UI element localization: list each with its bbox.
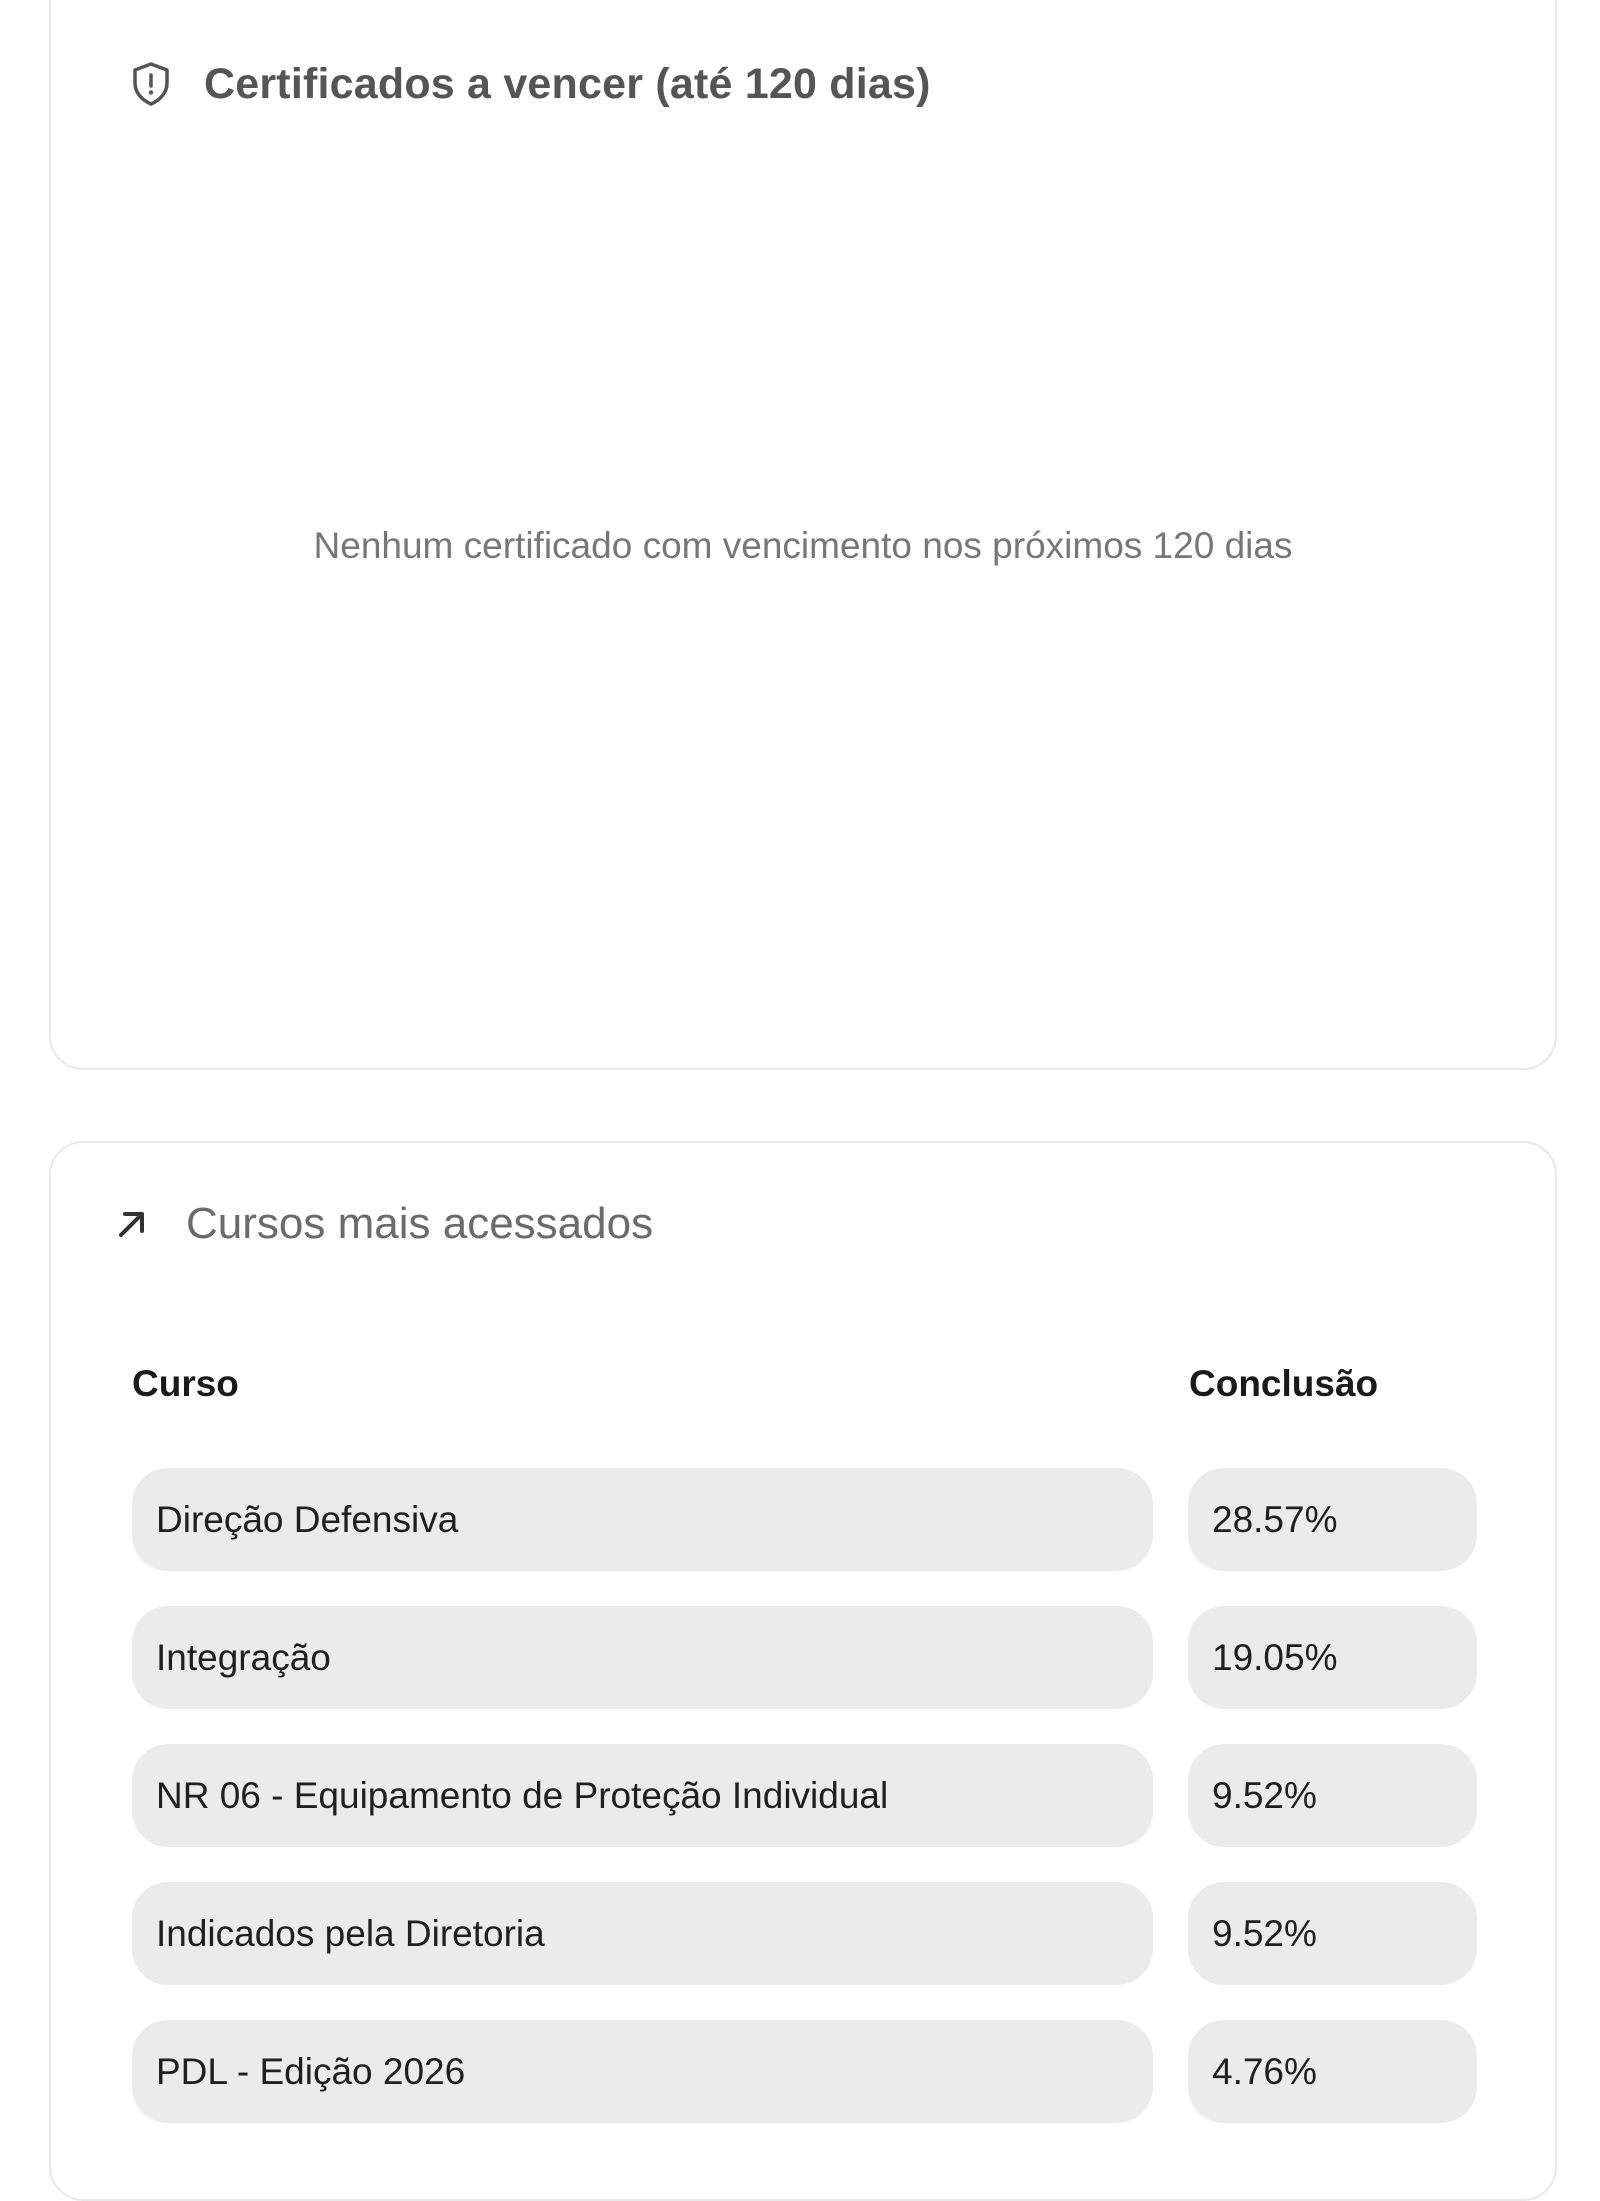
table-row xyxy=(132,2020,1477,2123)
courses-card-title: Cursos mais acessados xyxy=(186,1199,654,1248)
column-header-completion: Conclusão xyxy=(1189,1363,1379,1404)
certificates-card-title: Certificados a vencer (até 120 dias) xyxy=(204,59,931,108)
courses-card xyxy=(49,1141,1557,2201)
course-name-cell: NR 06 - Equipamento de Proteção Individual xyxy=(132,1744,1153,1847)
completion-cell: 9.52% xyxy=(1188,1882,1477,1985)
table-row xyxy=(132,1606,1477,1709)
completion-cell: 19.05% xyxy=(1188,1606,1477,1709)
courses-table xyxy=(132,1357,1477,2092)
courses-card-header xyxy=(112,1199,653,1249)
arrow-up-right-icon xyxy=(112,1204,152,1244)
course-name-cell: Indicados pela Diretoria xyxy=(132,1882,1153,1985)
course-name-cell: Integração xyxy=(132,1606,1153,1709)
certificates-empty-message: Nenhum certificado com vencimento nos próximos 120 dias xyxy=(313,525,1293,566)
certificates-card-header xyxy=(126,59,931,109)
table-header xyxy=(132,1357,1477,1437)
course-name-cell: PDL - Edição 2026 xyxy=(132,2020,1153,2123)
certificates-card xyxy=(49,0,1557,1070)
table-row xyxy=(132,1882,1477,1985)
table-row xyxy=(132,1744,1477,1847)
shield-alert-icon xyxy=(126,59,176,109)
table-body xyxy=(132,1468,1477,2158)
table-row xyxy=(132,1468,1477,1571)
column-header-course: Curso xyxy=(132,1363,239,1404)
course-name-cell: Direção Defensiva xyxy=(132,1468,1153,1571)
completion-cell: 9.52% xyxy=(1188,1744,1477,1847)
completion-cell: 28.57% xyxy=(1188,1468,1477,1571)
completion-cell: 4.76% xyxy=(1188,2020,1477,2123)
